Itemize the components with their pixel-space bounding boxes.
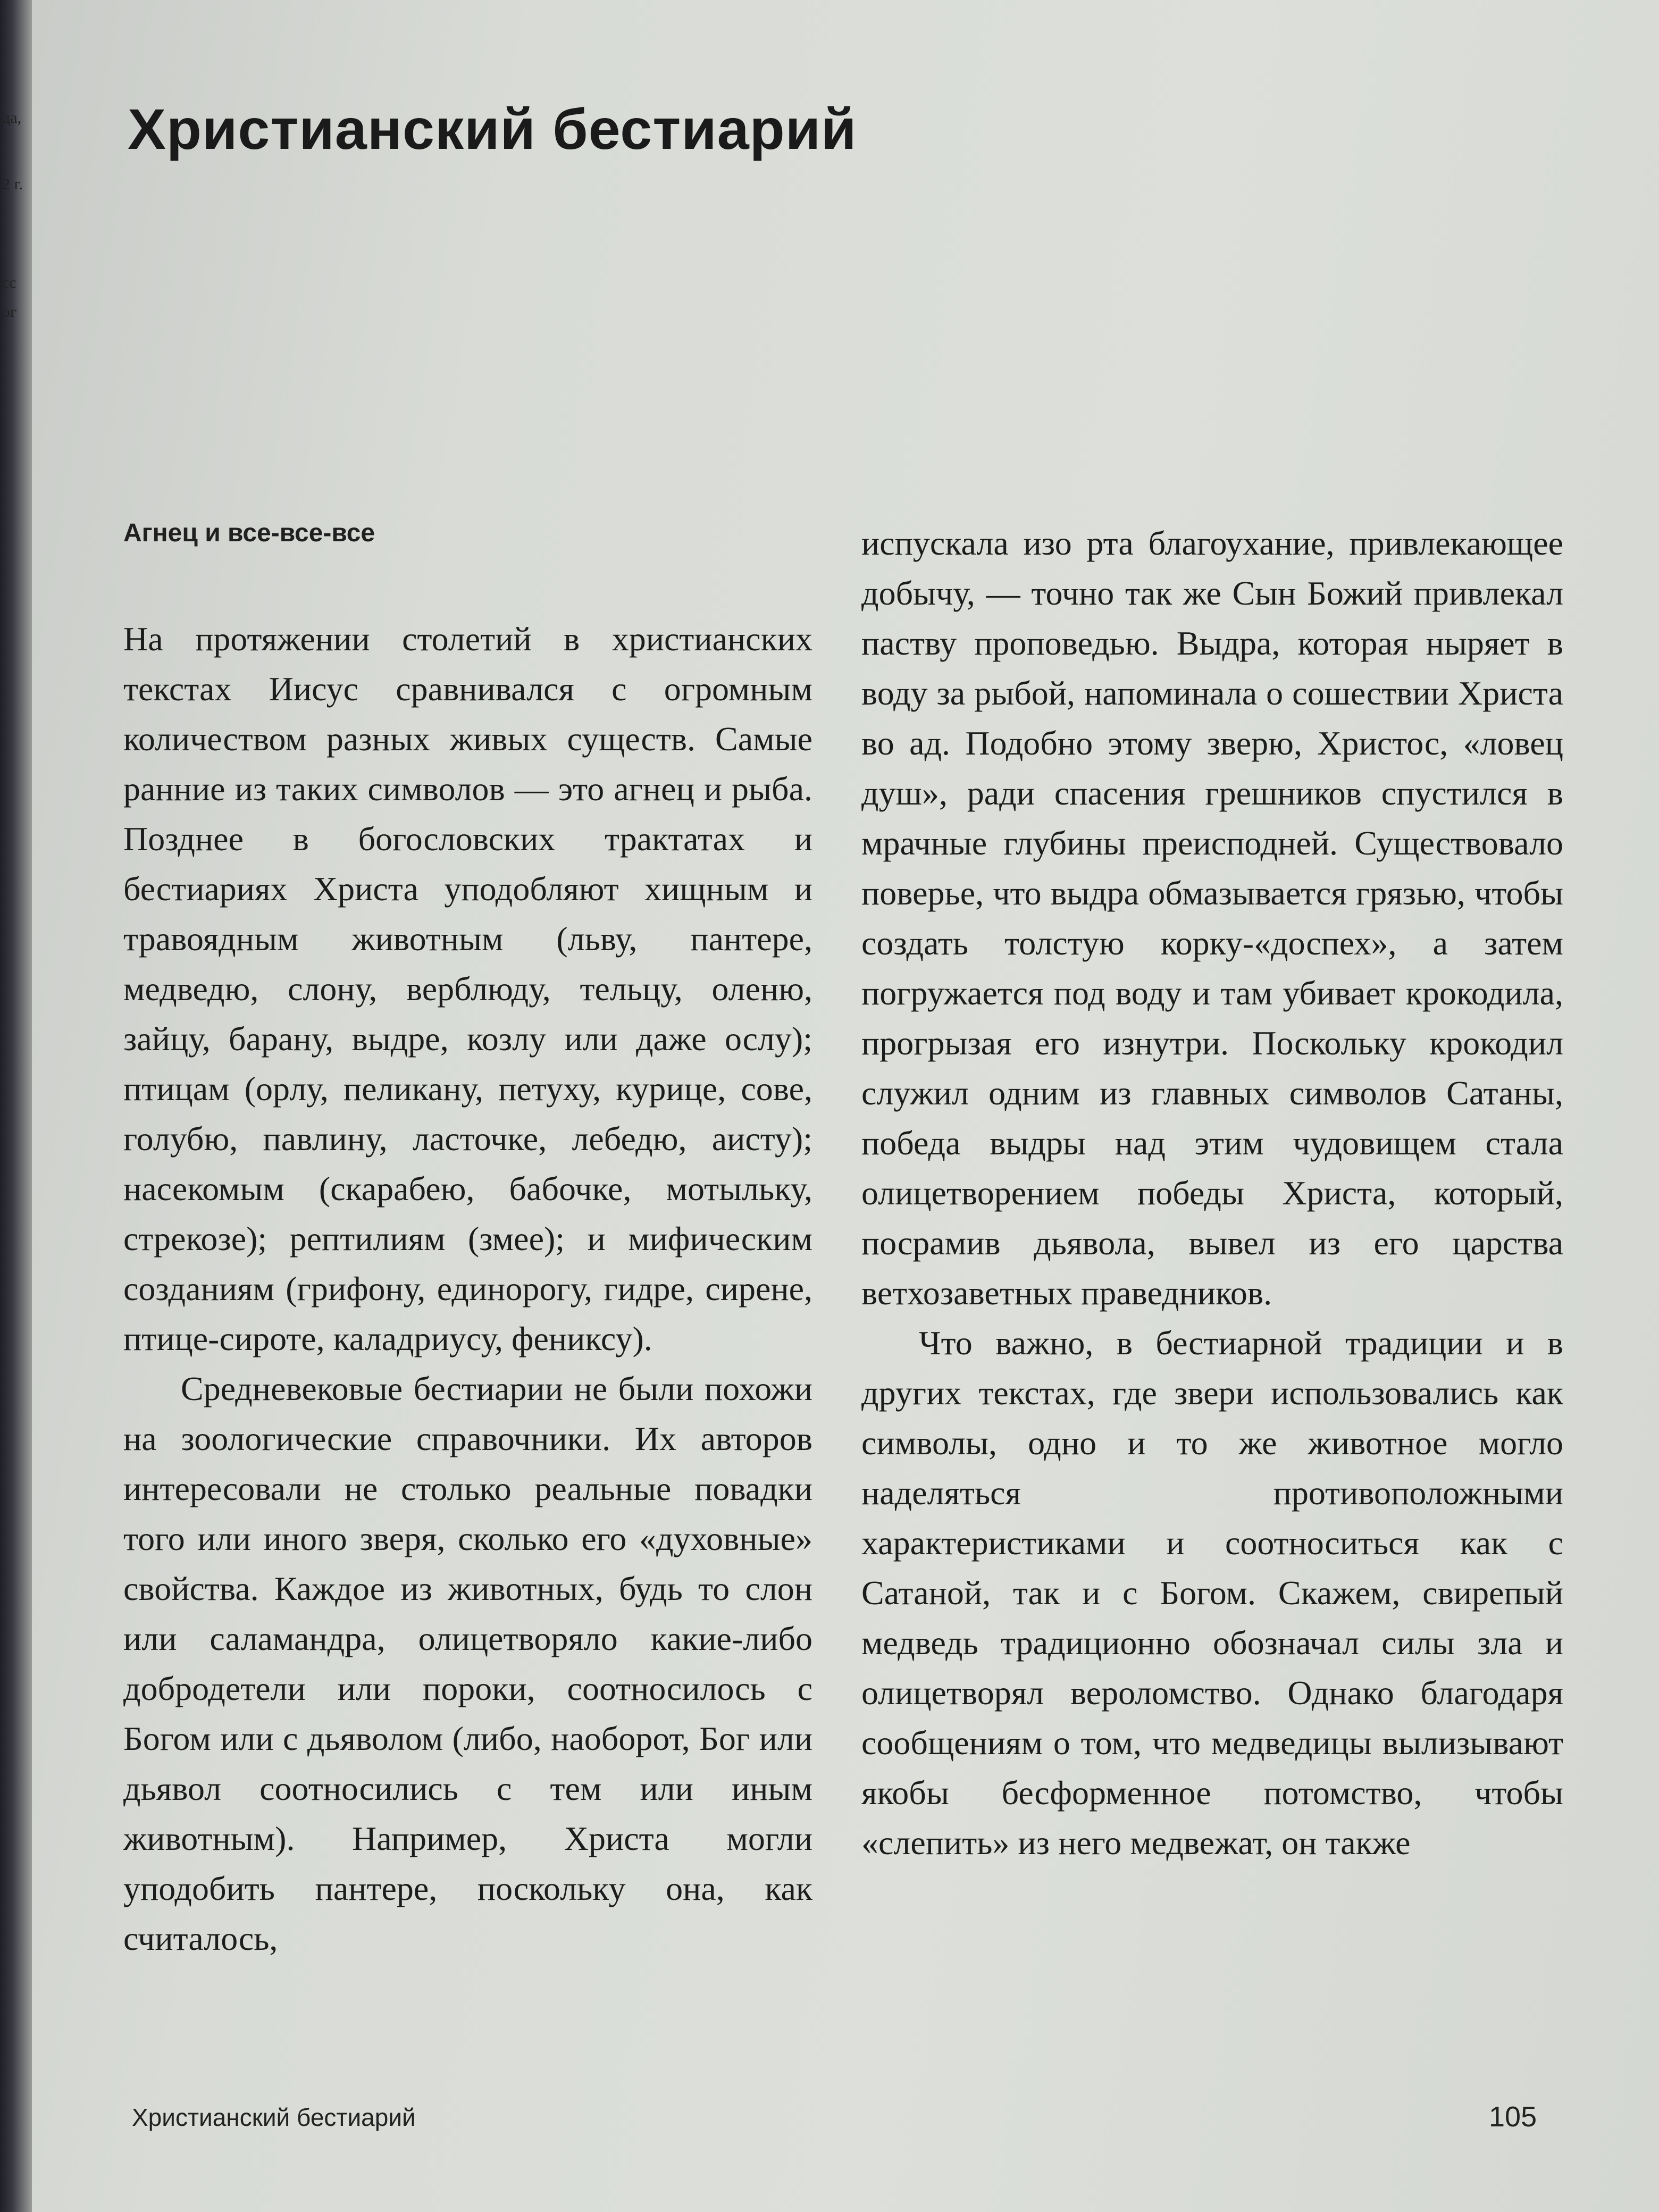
section-heading: Агнец и все-все-все xyxy=(123,519,375,547)
paragraph: На протяжении столетий в христианских текстах Иисус сравнивался с огромным количеством разных живых существ. Самые ранние из таких символов — это агнец и рыба. Позднее в богословских трактатах и бестиариях Христа уподобляют хищным и травоядным животным (льву, пантере, медведю, слону, верблюду, тельцу, оленю, зайцу, барану, выдре, козлу или даже ослу); птицам (орлу, пеликану, петуху, курице, сове, голубю, павлину, ласточке, лебедю, аисту); насекомым (скарабею, бабочке, мотыльку, стрекозе); рептилиям (змее); и мифическим созданиям (грифону, единорогу, гидре, сирене, птице-сироте, каладриусу, фениксу). xyxy=(123,620,812,1358)
paragraph: Что важно, в бестиарной традиции и в других текстах, где звери использовались как символы, одно и то же животное могло наделяться противоположными характеристиками и соотноситься как с Сатаной, так и с Богом. Скажем, свирепый медведь традиционно обозначал силы зла и олицетворял вероломство. Однако благодаря сообщениям о том, что медведицы вылизывают якобы бесформенное потомство, чтобы «слепить» из него медвежат, он также xyxy=(861,1324,1563,1862)
running-footer-title: Христианский бестиарий xyxy=(132,2104,416,2131)
previous-page-text-fragment: да, xyxy=(2,109,22,127)
paragraph: Средневековые бестиарии не были похожи на зоологические справочники. Их авторов интересовали не столько реальные повадки того или иного зверя, сколько его «духовные» свойства. Каждое из животных, будь то слон или саламандра, олицетворяло какие-либо добродетели или пороки, соотносилось с Богом или с дьяволом (либо, наоборот, Бог или дьявол соотносились с тем или иным животным). Например, Христа могли уподобить пантере, поскольку она, как считалось, xyxy=(123,1370,812,1957)
right-text-column xyxy=(861,518,1563,1868)
paragraph: испускала изо рта благоухание, привлекающее добычу, — точно так же Сын Божий привлекал паству проповедью. Выдра, которая ныряет в воду за рыбой, напоминала о сошествии Христа во ад. Подобно этому зверю, Христос, «ловец душ», ради спасения грешников спустился в мрачные глубины преисподней. Существовало поверье, что выдра обмазывается грязью, чтобы создать толстую корку-«доспех», а затем погружается под воду и там убивает крокодила, прогрызая его изнутри. Поскольку крокодил служил одним из главных символов Сатаны, победа выдры над этим чудовищем стала олицетворением победы Христа, который, посрамив дьявола, вывел из его царства ветхозаветных праведников. xyxy=(861,524,1563,1312)
page-title: Христианский бестиарий xyxy=(128,97,857,161)
previous-page-text-fragment: сс xyxy=(2,274,16,291)
previous-page-text-fragment: 2 г. xyxy=(2,175,23,193)
previous-page-text-fragment: ог xyxy=(2,303,17,321)
book-page xyxy=(32,0,1659,2212)
page-number: 105 xyxy=(1489,2101,1537,2133)
previous-page-edge xyxy=(0,0,32,2212)
left-text-column xyxy=(123,614,812,1964)
